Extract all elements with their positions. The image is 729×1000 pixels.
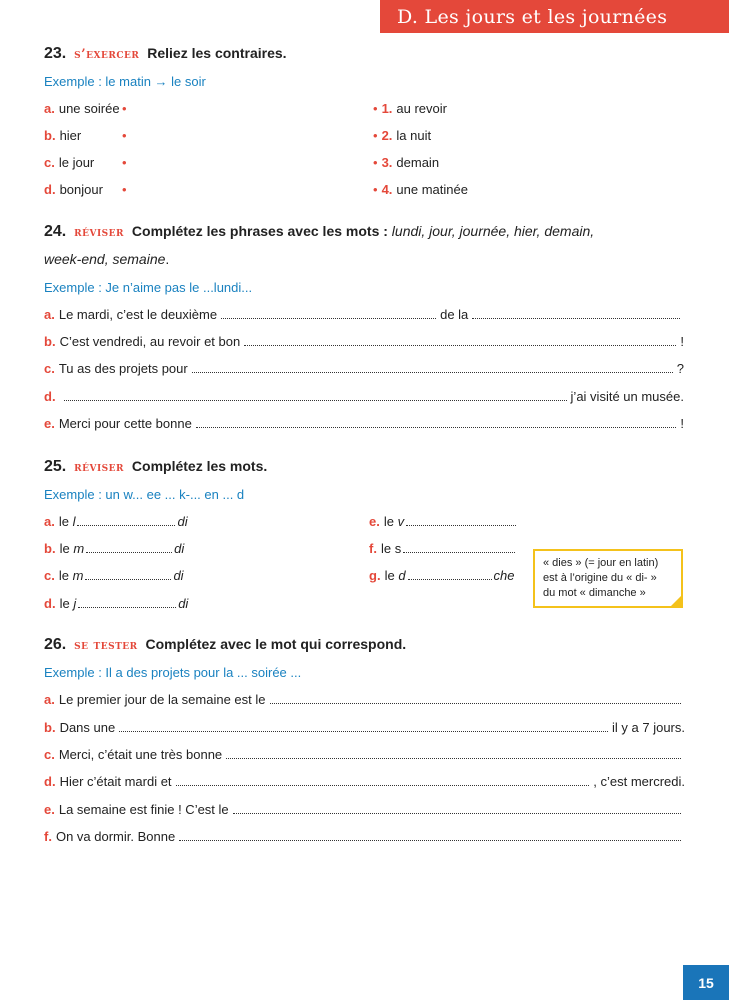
- match-right-item: • 3. demain: [373, 155, 440, 170]
- word-item: f. le s: [369, 541, 517, 556]
- word-list: week-end, semaine: [44, 251, 166, 267]
- match-dot[interactable]: •: [373, 155, 378, 170]
- answer-blank[interactable]: [244, 335, 676, 346]
- exercise-tag: s’exercer: [74, 47, 140, 62]
- fill-sentence: f. On va dormir. Bonne: [44, 829, 685, 844]
- section-header: [380, 0, 729, 33]
- fill-sentence: c. Merci, c’était une très bonne: [44, 747, 685, 762]
- answer-blank[interactable]: [270, 693, 681, 704]
- word-item: b. le m di: [44, 541, 185, 556]
- word-item: d. le j di: [44, 596, 189, 611]
- match-right-item: • 4. une matinée: [373, 182, 468, 197]
- answer-blank[interactable]: [119, 721, 608, 732]
- match-dot[interactable]: •: [122, 182, 127, 197]
- exercise-number: 25.: [44, 458, 67, 475]
- word-item: g. le d che: [369, 568, 515, 583]
- word-item: e. le v: [369, 514, 518, 529]
- match-dot[interactable]: •: [373, 101, 378, 116]
- fill-sentence: a. Le premier jour de la semaine est le: [44, 692, 685, 707]
- answer-blank[interactable]: [233, 803, 681, 814]
- match-dot[interactable]: •: [122, 101, 127, 116]
- fill-sentence: e. Merci pour cette bonne !: [44, 416, 684, 431]
- answer-blank[interactable]: [179, 830, 681, 841]
- exercise-number: 24.: [44, 223, 67, 240]
- exercise-23-title: [44, 45, 287, 63]
- exercise-23-example: Exemple : le matin → le soir: [44, 74, 206, 89]
- match-dot[interactable]: •: [122, 128, 127, 143]
- match-left-item: a. une soirée: [44, 101, 120, 116]
- answer-blank[interactable]: [85, 569, 171, 580]
- answer-blank[interactable]: [77, 515, 175, 526]
- exercise-26-example: Exemple : Il a des projets pour la ... soirée ...: [44, 665, 302, 680]
- exercise-24-example: Exemple : Je n’aime pas le ...lundi...: [44, 280, 253, 295]
- exercise-24-title: [44, 223, 594, 241]
- answer-blank[interactable]: [196, 417, 677, 428]
- info-note: « dies » (= jour en latin) est à l’origine du « di- » du mot « dimanche »: [533, 549, 683, 608]
- exercise-tag: réviser: [74, 225, 125, 240]
- match-dot[interactable]: •: [373, 128, 378, 143]
- exercise-tag: réviser: [74, 460, 125, 475]
- fill-sentence: d. Hier c’était mardi et , c’est mercredi.: [44, 774, 685, 789]
- answer-blank[interactable]: [78, 597, 176, 608]
- answer-blank[interactable]: [86, 542, 172, 553]
- match-left-item: c. le jour: [44, 155, 95, 170]
- exercise-instruction: Complétez avec le mot qui correspond.: [145, 636, 407, 652]
- answer-blank[interactable]: [408, 569, 492, 580]
- match-left-item: b. hier: [44, 128, 82, 143]
- word-item: c. le m di: [44, 568, 184, 583]
- fill-sentence: e. La semaine est finie ! C’est le: [44, 802, 685, 817]
- fill-sentence: a. Le mardi, c’est le deuxième de la: [44, 307, 684, 322]
- exercise-25-title: [44, 458, 267, 476]
- fill-sentence: d. j’ai visité un musée.: [44, 389, 684, 404]
- exercise-instruction: Reliez les contraires.: [147, 45, 287, 61]
- exercise-number: 26.: [44, 636, 67, 653]
- match-dot[interactable]: •: [122, 155, 127, 170]
- fill-sentence: c. Tu as des projets pour ?: [44, 361, 684, 376]
- fill-sentence: b. Dans une il y a 7 jours.: [44, 720, 685, 735]
- match-right-item: • 2. la nuit: [373, 128, 432, 143]
- match-left-item: d. bonjour: [44, 182, 103, 197]
- exercise-number: 23.: [44, 45, 67, 62]
- answer-blank[interactable]: [472, 308, 680, 319]
- exercise-26-title: [44, 636, 406, 654]
- exercise-25-example: Exemple : un w... ee ... k-... en ... d: [44, 487, 245, 502]
- answer-blank[interactable]: [403, 542, 515, 553]
- word-item: a. le l di: [44, 514, 188, 529]
- answer-blank[interactable]: [64, 390, 567, 401]
- fill-sentence: b. C’est vendredi, au revoir et bon !: [44, 334, 684, 349]
- match-dot[interactable]: •: [373, 182, 378, 197]
- exercise-instruction: Complétez les mots.: [131, 458, 268, 474]
- answer-blank[interactable]: [406, 515, 516, 526]
- section-title: D. Les jours et les journées: [397, 5, 668, 28]
- exercise-tag: se tester: [74, 638, 138, 653]
- answer-blank[interactable]: [176, 775, 590, 786]
- answer-blank[interactable]: [192, 362, 673, 373]
- exercise-instruction: Complétez les phrases avec les mots :: [131, 223, 388, 239]
- exercise-24-title-cont: week-end, semaine.: [44, 251, 170, 267]
- page-number: 15: [683, 965, 729, 1000]
- match-right-item: • 1. au revoir: [373, 101, 447, 116]
- answer-blank[interactable]: [226, 748, 681, 759]
- word-list: lundi, jour, journée, hier, demain,: [391, 223, 595, 239]
- answer-blank[interactable]: [221, 308, 436, 319]
- note-corner: [669, 594, 683, 608]
